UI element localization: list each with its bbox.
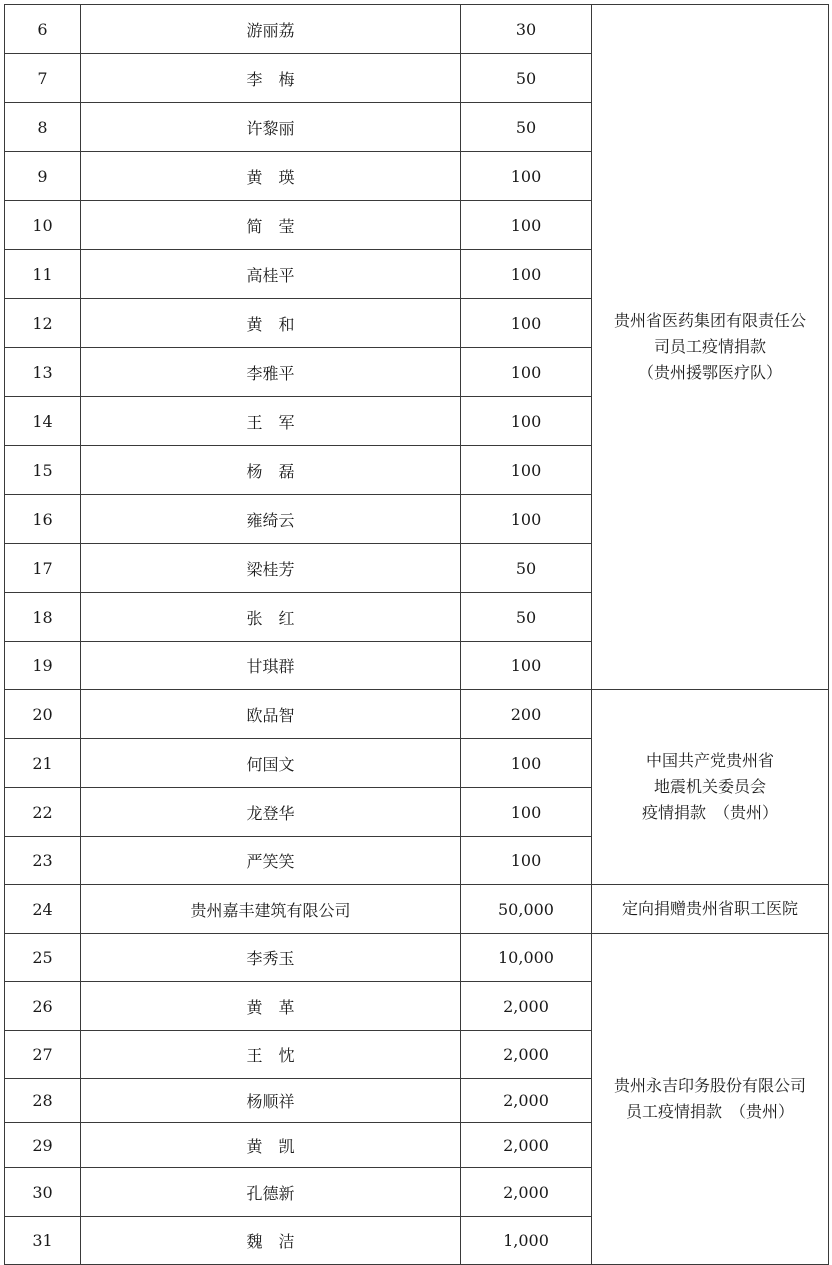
donation-amount: 50	[461, 593, 592, 642]
row-number: 15	[5, 446, 81, 495]
donor-name: 孔德新	[81, 1168, 461, 1217]
table-row	[5, 885, 829, 934]
row-number: 9	[5, 152, 81, 201]
remark-line: 贵州省医药集团有限责任公	[613, 311, 806, 330]
row-number: 20	[5, 690, 81, 739]
row-number: 25	[5, 934, 81, 982]
row-number: 21	[5, 739, 81, 788]
donor-name: 高桂平	[81, 250, 461, 299]
remark-group-3	[592, 885, 829, 934]
row-number: 28	[5, 1079, 81, 1123]
donor-name: 黄 瑛	[81, 152, 461, 201]
donation-amount: 200	[461, 690, 592, 739]
remark-line: 疫情捐款 （贵州）	[641, 803, 778, 822]
donation-amount: 100	[461, 201, 592, 250]
donor-name: 龙登华	[81, 788, 461, 837]
donation-amount: 30	[461, 5, 592, 54]
donation-amount: 100	[461, 788, 592, 837]
row-number: 6	[5, 5, 81, 54]
donor-name: 严笑笑	[81, 837, 461, 885]
donation-amount: 100	[461, 348, 592, 397]
donation-amount: 100	[461, 299, 592, 348]
donor-name: 杨顺祥	[81, 1079, 461, 1123]
row-number: 16	[5, 495, 81, 544]
donor-name: 雍绮云	[81, 495, 461, 544]
donation-amount: 10,000	[461, 934, 592, 982]
donor-name: 何国文	[81, 739, 461, 788]
donation-table	[4, 4, 829, 1265]
donor-name: 李秀玉	[81, 934, 461, 982]
donation-amount: 2,000	[461, 1168, 592, 1217]
donor-name: 许黎丽	[81, 103, 461, 152]
donation-amount: 50	[461, 54, 592, 103]
table-row	[5, 690, 829, 739]
donation-amount: 50,000	[461, 885, 592, 934]
remark-group-1	[592, 5, 829, 690]
row-number: 26	[5, 982, 81, 1031]
donor-name: 甘琪群	[81, 642, 461, 690]
row-number: 11	[5, 250, 81, 299]
row-number: 10	[5, 201, 81, 250]
donation-amount: 100	[461, 152, 592, 201]
row-number: 22	[5, 788, 81, 837]
donation-amount: 100	[461, 495, 592, 544]
row-number: 27	[5, 1031, 81, 1079]
donation-amount: 100	[461, 739, 592, 788]
donation-amount: 100	[461, 642, 592, 690]
donation-amount: 100	[461, 397, 592, 446]
row-number: 18	[5, 593, 81, 642]
remark-line: 贵州永吉印务股份有限公司	[613, 1076, 806, 1095]
row-number: 29	[5, 1123, 81, 1168]
remark-line: 地震机关委员会	[653, 777, 766, 796]
row-number: 7	[5, 54, 81, 103]
donor-name: 张 红	[81, 593, 461, 642]
donation-amount: 100	[461, 837, 592, 885]
donor-name: 简 莹	[81, 201, 461, 250]
row-number: 14	[5, 397, 81, 446]
donor-name: 李雅平	[81, 348, 461, 397]
donor-name: 王 忱	[81, 1031, 461, 1079]
donation-amount: 2,000	[461, 1031, 592, 1079]
donation-amount: 1,000	[461, 1217, 592, 1265]
row-number: 8	[5, 103, 81, 152]
row-number: 13	[5, 348, 81, 397]
donor-name: 黄 和	[81, 299, 461, 348]
row-number: 24	[5, 885, 81, 934]
donor-name: 贵州嘉丰建筑有限公司	[81, 885, 461, 934]
donor-name: 李 梅	[81, 54, 461, 103]
remark-line: 定向捐赠贵州省职工医院	[621, 899, 798, 918]
remark-line: （贵州援鄂医疗队）	[637, 363, 782, 382]
donation-amount: 50	[461, 544, 592, 593]
remark-group-2	[592, 690, 829, 885]
row-number: 17	[5, 544, 81, 593]
donor-name: 王 军	[81, 397, 461, 446]
donor-name: 黄 凯	[81, 1123, 461, 1168]
remark-line: 中国共产党贵州省	[645, 751, 774, 770]
row-number: 31	[5, 1217, 81, 1265]
donor-name: 游丽荔	[81, 5, 461, 54]
donor-name: 梁桂芳	[81, 544, 461, 593]
donor-name: 杨 磊	[81, 446, 461, 495]
donor-name: 黄 革	[81, 982, 461, 1031]
donor-name: 魏 洁	[81, 1217, 461, 1265]
table-row	[5, 934, 829, 982]
row-number: 23	[5, 837, 81, 885]
remark-group-4	[592, 934, 829, 1265]
remark-line: 司员工疫情捐款	[653, 337, 766, 356]
donation-amount: 2,000	[461, 1079, 592, 1123]
donation-amount: 2,000	[461, 982, 592, 1031]
table-row	[5, 5, 829, 54]
donation-amount: 50	[461, 103, 592, 152]
row-number: 30	[5, 1168, 81, 1217]
donor-name: 欧品智	[81, 690, 461, 739]
donation-amount: 2,000	[461, 1123, 592, 1168]
remark-line: 员工疫情捐款 （贵州）	[625, 1102, 794, 1121]
row-number: 12	[5, 299, 81, 348]
donation-amount: 100	[461, 250, 592, 299]
donation-amount: 100	[461, 446, 592, 495]
row-number: 19	[5, 642, 81, 690]
